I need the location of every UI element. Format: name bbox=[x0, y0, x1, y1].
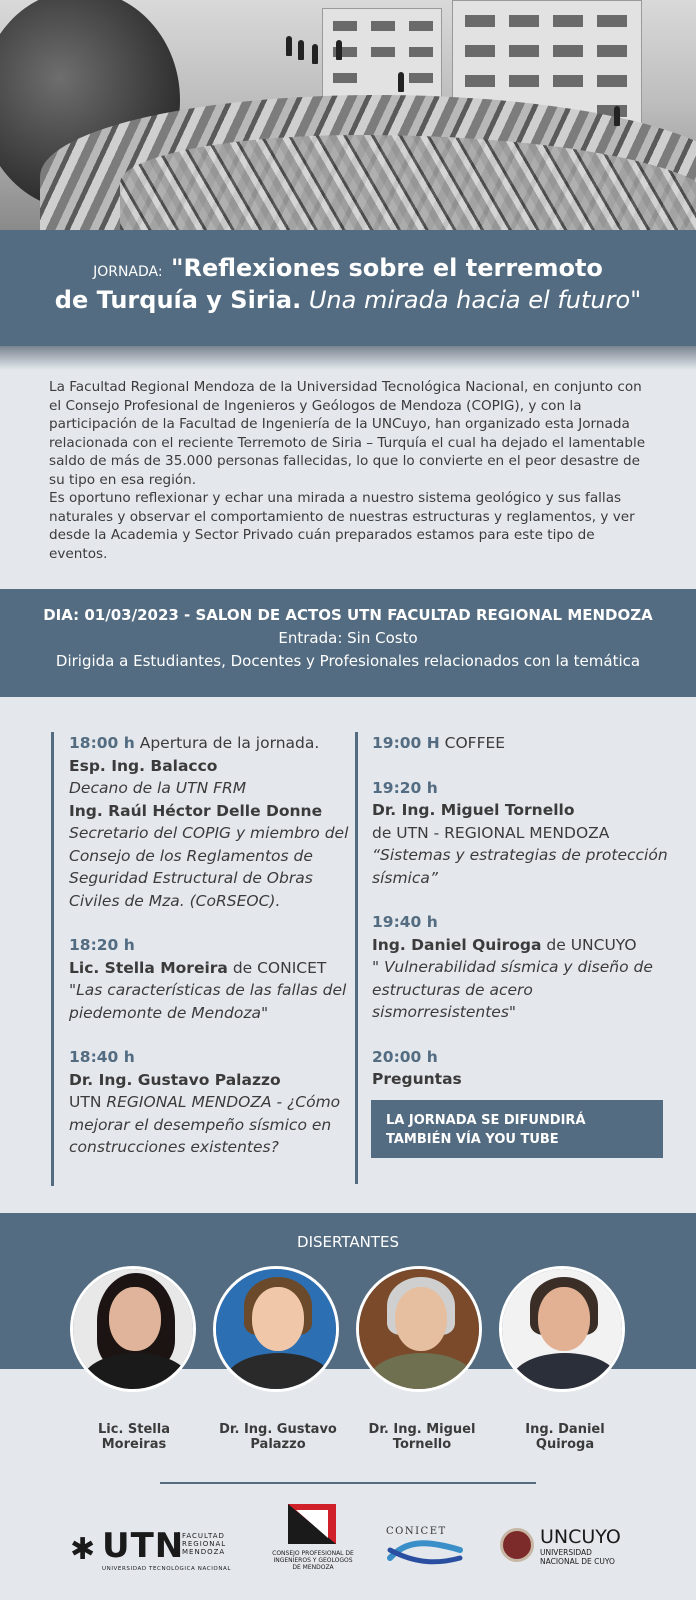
utn-logo-faculty bbox=[178, 1532, 226, 1556]
divider bbox=[160, 1482, 536, 1484]
youtube-notice-bold: YOU TUBE bbox=[485, 1132, 559, 1147]
rescuer-figure bbox=[312, 44, 318, 64]
talk-topic: “Sistemas y estrategias de protección sísmica” bbox=[372, 846, 668, 887]
schedule-item-1940 bbox=[372, 911, 675, 1024]
utn-logo-faculty-line: FACULTAD bbox=[182, 1532, 225, 1540]
speakers-heading: DISERTANTES bbox=[297, 1233, 399, 1251]
schedule-time: 18:20 h bbox=[69, 936, 135, 954]
speaker-org: de CONICET bbox=[232, 958, 327, 977]
schedule-item-1820 bbox=[69, 934, 351, 1024]
rescuer-figure bbox=[398, 72, 404, 92]
speaker-org: de UNCUYO bbox=[546, 935, 637, 954]
schedule-time: 19:20 h bbox=[372, 778, 438, 797]
speaker-name: Dr. Ing. Miguel Tornello bbox=[372, 801, 575, 819]
uncuyo-seal-icon bbox=[500, 1528, 534, 1562]
event-audience: Dirigida a Estudiantes, Docentes y Profesionales relacionados con la temática bbox=[55, 652, 641, 670]
speaker-caption-line: Palazzo bbox=[250, 1437, 306, 1452]
intro-paragraph-2: Es oportuno reflexionar y echar una mirada a nuestro sistema geológico y sus fallas naturales y observar el comportamiento de nuestras estructuras y reglamentos, y ver desde la Academia y Sector Privado cuán preparados estamos para este tipo de eventos. bbox=[49, 490, 635, 562]
event-title-italic: Una mirada hacia el futuro" bbox=[308, 286, 642, 314]
schedule-text: COFFEE bbox=[444, 734, 506, 752]
utn-logo bbox=[70, 1526, 235, 1570]
copig-logo-line: CONSEJO PROFESIONAL DE bbox=[272, 1550, 354, 1557]
speaker-org: UTN bbox=[69, 1093, 102, 1111]
avatar bbox=[499, 1266, 625, 1392]
utn-mark-icon: ✱ bbox=[70, 1532, 96, 1567]
speaker-role: Decano de la UTN FRM bbox=[69, 779, 247, 797]
speaker-name: Ing. Daniel Quiroga bbox=[372, 935, 542, 954]
rescuer-figure bbox=[614, 106, 620, 126]
youtube-notice-line1: LA JORNADA SE DIFUNDIRÁ bbox=[386, 1113, 586, 1128]
copig-mark-icon bbox=[288, 1504, 336, 1544]
event-title-main: "Reflexiones sobre el terremoto bbox=[170, 254, 603, 282]
youtube-notice-line2 bbox=[386, 1130, 648, 1149]
speaker-name: Dr. Ing. Gustavo Palazzo bbox=[69, 1070, 281, 1089]
uncuyo-logo-line: UNIVERSIDAD bbox=[540, 1548, 592, 1557]
youtube-notice-pre: TAMBIÉN VÍA bbox=[386, 1132, 481, 1147]
schedule-time: 18:00 h bbox=[69, 734, 135, 752]
talk-topic: " Vulnerabilidad sísmica y diseño de estructuras de acero sismorresistentes" bbox=[372, 958, 653, 1021]
speaker-caption-line: Ing. Daniel bbox=[525, 1422, 605, 1437]
copig-logo-line: DE MENDOZA bbox=[292, 1564, 334, 1571]
speaker-caption-line: Quiroga bbox=[535, 1437, 595, 1452]
speaker-role: Secretario del COPIG y miembro del Consejo de los Reglamentos de Seguridad Estructural de Obras Civiles de Mza. (CoRSEOC). bbox=[69, 824, 349, 910]
utn-logo-word: UTN bbox=[102, 1526, 185, 1566]
avatar bbox=[70, 1266, 196, 1392]
schedule-time: 20:00 h bbox=[372, 1047, 438, 1066]
event-title-prefix: JORNADA: bbox=[93, 264, 163, 280]
schedule-item-1800 bbox=[69, 732, 351, 912]
utn-logo-subtitle: UNIVERSIDAD TECNOLÓGICA NACIONAL bbox=[102, 1566, 232, 1572]
speaker-caption bbox=[352, 1422, 492, 1452]
youtube-notice bbox=[371, 1100, 663, 1158]
talk-topic: REGIONAL MENDOZA - ¿Cómo mejorar el desempeño sísmico en construcciones existentes? bbox=[69, 1093, 341, 1156]
event-info-band bbox=[0, 589, 696, 697]
utn-logo-faculty-line: MENDOZA bbox=[182, 1548, 226, 1556]
avatar bbox=[213, 1266, 339, 1392]
speaker-caption-line: Dr. Ing. Miguel bbox=[368, 1422, 476, 1437]
speaker-caption bbox=[208, 1422, 348, 1452]
speaker-caption bbox=[495, 1422, 635, 1452]
schedule-item-1840 bbox=[69, 1046, 351, 1159]
avatar bbox=[356, 1266, 482, 1392]
schedule-time: 19:40 h bbox=[372, 913, 438, 931]
copig-logo-text bbox=[258, 1550, 368, 1571]
conicet-logo bbox=[380, 1526, 470, 1570]
schedule-column-left bbox=[51, 732, 351, 1186]
speaker-caption-line: Moreiras bbox=[101, 1437, 167, 1452]
band-shadow bbox=[0, 346, 696, 370]
rescuer-figure bbox=[286, 36, 292, 56]
speaker-caption-line: Tornello bbox=[392, 1437, 452, 1452]
uncuyo-logo-line: NACIONAL DE CUYO bbox=[540, 1556, 615, 1566]
event-entry: Entrada: Sin Costo bbox=[278, 629, 418, 647]
schedule-item-1900 bbox=[372, 732, 675, 755]
conicet-wave-icon bbox=[386, 1538, 464, 1566]
event-date-place: DIA: 01/03/2023 - SALON DE ACTOS UTN FACULTAD REGIONAL MENDOZA bbox=[43, 606, 653, 624]
event-title-bold: de Turquía y Siria. bbox=[54, 286, 302, 314]
uncuyo-logo bbox=[500, 1526, 640, 1570]
schedule-text: Preguntas bbox=[372, 1070, 462, 1088]
speaker-caption bbox=[64, 1422, 204, 1452]
utn-logo-faculty-line: REGIONAL bbox=[182, 1540, 227, 1548]
event-title-band bbox=[0, 230, 696, 346]
talk-topic: "Las características de las fallas del piedemonte de Mendoza" bbox=[69, 981, 347, 1022]
event-title-line2 bbox=[0, 286, 696, 314]
schedule-time: 18:40 h bbox=[69, 1048, 135, 1066]
intro-text bbox=[49, 378, 649, 563]
conicet-logo-word: CONICET bbox=[386, 1526, 447, 1537]
speaker-caption-line: Lic. Stella bbox=[98, 1422, 170, 1437]
schedule-time: 19:00 H bbox=[372, 734, 440, 752]
schedule-item-1920 bbox=[372, 777, 675, 890]
schedule-text: Apertura de la jornada. bbox=[139, 734, 320, 752]
speaker-org: de UTN - REGIONAL MENDOZA bbox=[372, 823, 610, 842]
hero-earthquake-photo bbox=[0, 0, 696, 230]
speaker-caption-line: Dr. Ing. Gustavo bbox=[219, 1422, 337, 1437]
rescuer-figure bbox=[298, 40, 304, 60]
speaker-name: Ing. Raúl Héctor Delle Donne bbox=[69, 801, 323, 820]
event-title-line1 bbox=[0, 254, 696, 282]
speaker-name: Esp. Ing. Balacco bbox=[69, 756, 218, 775]
copig-logo-line: INGENIEROS Y GEOLOGOS bbox=[273, 1557, 353, 1564]
speaker-name: Lic. Stella Moreira bbox=[69, 958, 228, 977]
intro-paragraph-1: La Facultad Regional Mendoza de la Universidad Tecnológica Nacional, en conjunto con el Consejo Profesional de Ingenieros y Geólogos de Mendoza (COPIG), y con la participación de la Facultad de Ingeniería de la UNCuyo, han organizado esta Jornada relacionada con el reciente Terremoto de Siria – Turquía el cual ha dejado el lamentable saldo de más de 35.000 personas fallecidas, lo que lo convierte en el peor desastre de su tipo en esa región. bbox=[49, 379, 646, 488]
uncuyo-logo-subtitle bbox=[540, 1549, 615, 1566]
rescuer-figure bbox=[336, 40, 342, 60]
uncuyo-logo-word: UNCUYO bbox=[540, 1526, 621, 1548]
copig-logo bbox=[258, 1500, 368, 1585]
schedule-item-2000 bbox=[372, 1046, 675, 1091]
